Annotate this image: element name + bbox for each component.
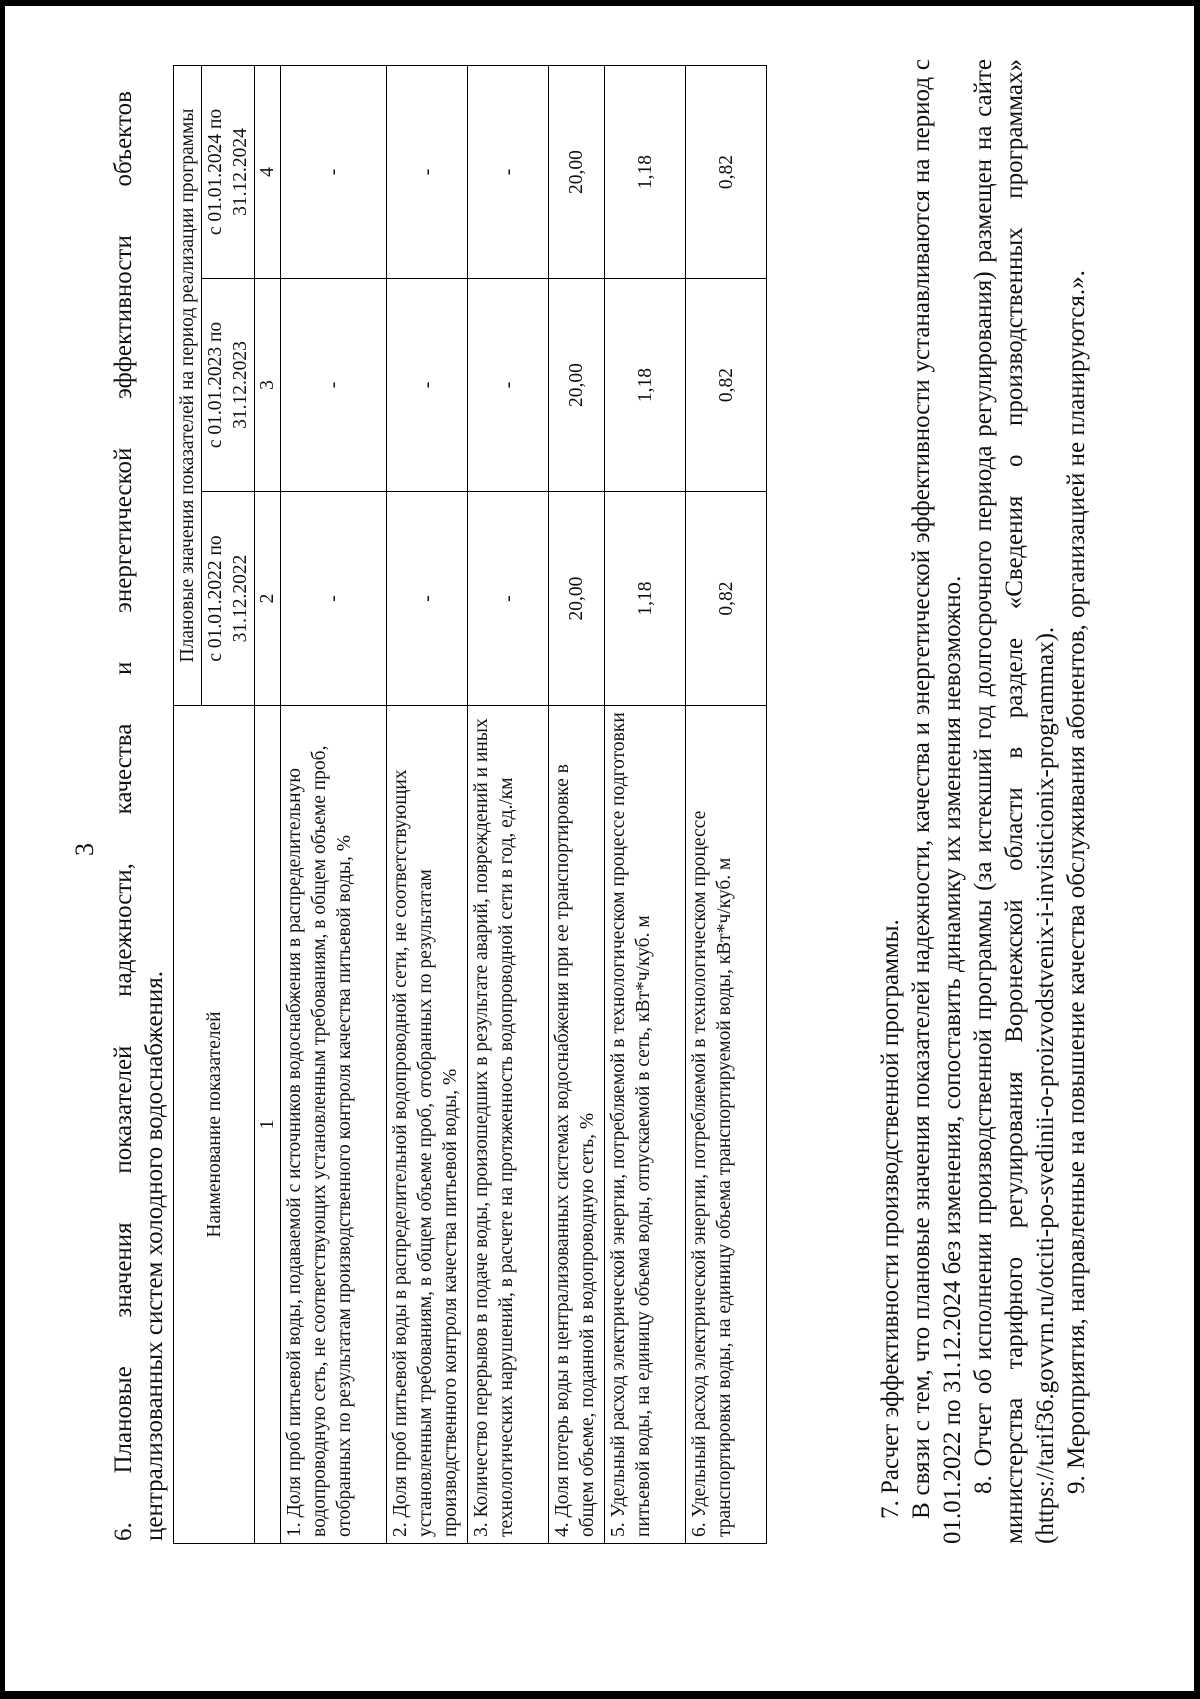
- table-row: [686, 66, 767, 1544]
- indicator-name: 6. Удельный расход электрической энергии, потребляемой в технологическом процессе транспортировки воды, на единицу объема транспортируемой воды, кВт*ч/куб. м: [686, 706, 767, 1544]
- paragraph-7-body: В связи с тем, что плановые значения показателей надежности, качества и энергетической эффективности устанавливаются на период с 01.01.2022 по 31.12.2024 без изменения, сопоставить динамику их изменения невозможно.: [908, 59, 966, 1544]
- indicator-value: 20,00: [549, 66, 605, 279]
- column-number: 3: [255, 279, 281, 492]
- period-group-header: Плановые значения показателей на период реализации программы: [174, 66, 202, 706]
- indicator-value: -: [281, 492, 387, 706]
- heading-word: объектов: [110, 91, 137, 187]
- indicator-value: 0,82: [686, 492, 767, 706]
- table-row: [549, 66, 605, 1544]
- period-header: с 01.01.2022 по 31.12.2022: [202, 492, 255, 706]
- indicator-value: 20,00: [549, 279, 605, 492]
- column-number: 1: [255, 706, 281, 1544]
- indicator-value: 1,18: [605, 66, 686, 279]
- table-row: [281, 66, 387, 1544]
- paragraph-8: 8. Отчет об исполнении производственной программы (за истекший год долгосрочного периода регулирования) размещен на сайте министерства тарифного регулирования Воронежской области в разделе «Сведения о производственных программах» (https://tarif36.govvrn.ru/otciti-po-svedinii-o-proizvodstvenix-i-invisticionix-programmax).: [970, 59, 1059, 1544]
- indicator-value: -: [387, 492, 468, 706]
- heading-word: надежности,: [110, 863, 137, 997]
- heading-word: Плановые: [110, 1366, 137, 1474]
- indicator-value: -: [387, 279, 468, 492]
- indicator-value: 1,18: [605, 279, 686, 492]
- footer-text: [875, 59, 1092, 1544]
- indicator-value: 1,18: [605, 492, 686, 706]
- table-row: [468, 66, 549, 1544]
- heading-line-2: централизованных систем холодного водоснабжения.: [141, 971, 168, 1541]
- paragraph-9: 9. Мероприятия, направленные на повышение качества обслуживания абонентов, организацией не планируются.».: [1063, 270, 1090, 1494]
- indicator-value: -: [468, 66, 549, 279]
- heading-word: качества: [110, 723, 137, 815]
- heading-word: и: [110, 661, 137, 675]
- heading-word: значения: [110, 1222, 137, 1318]
- indicator-name: 5. Удельный расход электрической энергии, потребляемой в технологическом процессе подготовки питьевой воды, на единицу объема воды, отпускаемой в сеть, кВт*ч/куб. м: [605, 706, 686, 1544]
- indicator-name: 2. Доля проб питьевой воды в распределительной водопроводной сети, не соответствующих установленным требованиям, в общем объеме проб, отобранных по результатам производственного контроля качества питьевой воды, %: [387, 706, 468, 1544]
- table-row: [387, 66, 468, 1544]
- indicator-name: 1. Доля проб питьевой воды, подаваемой с источников водоснабжения в распределительную водопроводную сеть, не соответствующих установленным требованиям, в общем объеме проб, отобранных по результатам производственного контроля качества питьевой воды, %: [281, 706, 387, 1544]
- page-number: 3: [70, 843, 99, 856]
- indicators-table: [173, 65, 767, 1544]
- name-column-header: Наименование показателей: [174, 706, 255, 1544]
- paragraph-7-title: 7. Расчет эффективности производственной программы.: [877, 919, 904, 1519]
- indicator-value: -: [387, 66, 468, 279]
- indicator-value: -: [281, 66, 387, 279]
- column-number-row: [255, 66, 281, 1544]
- heading-word: 6.: [110, 1522, 137, 1541]
- period-header: с 01.01.2023 по 31.12.2023: [202, 279, 255, 492]
- heading-word: эффективности: [110, 235, 137, 399]
- heading-word: энергетической: [110, 447, 137, 613]
- heading-line-1: [108, 91, 139, 1541]
- table-row: [605, 66, 686, 1544]
- indicator-value: -: [281, 279, 387, 492]
- section-heading: [108, 91, 170, 1541]
- column-number: 2: [255, 492, 281, 706]
- indicator-value: 0,82: [686, 279, 767, 492]
- period-header: с 01.01.2024 по 31.12.2024: [202, 66, 255, 279]
- heading-word: показателей: [110, 1045, 137, 1174]
- indicator-value: -: [468, 279, 549, 492]
- indicator-value: 0,82: [686, 66, 767, 279]
- column-number: 4: [255, 66, 281, 279]
- indicator-value: 20,00: [549, 492, 605, 706]
- indicator-value: -: [468, 492, 549, 706]
- indicator-name: 3. Количество перерывов в подаче воды, произошедших в результате аварий, повреждений и иных технологических нарушений, в расчете на протяженность водопроводной сети в год, ед./км: [468, 706, 549, 1544]
- indicator-name: 4. Доля потерь воды в централизованных системах водоснабжения при ее транспортировке в общем объеме, поданной в водопроводную сеть, %: [549, 706, 605, 1544]
